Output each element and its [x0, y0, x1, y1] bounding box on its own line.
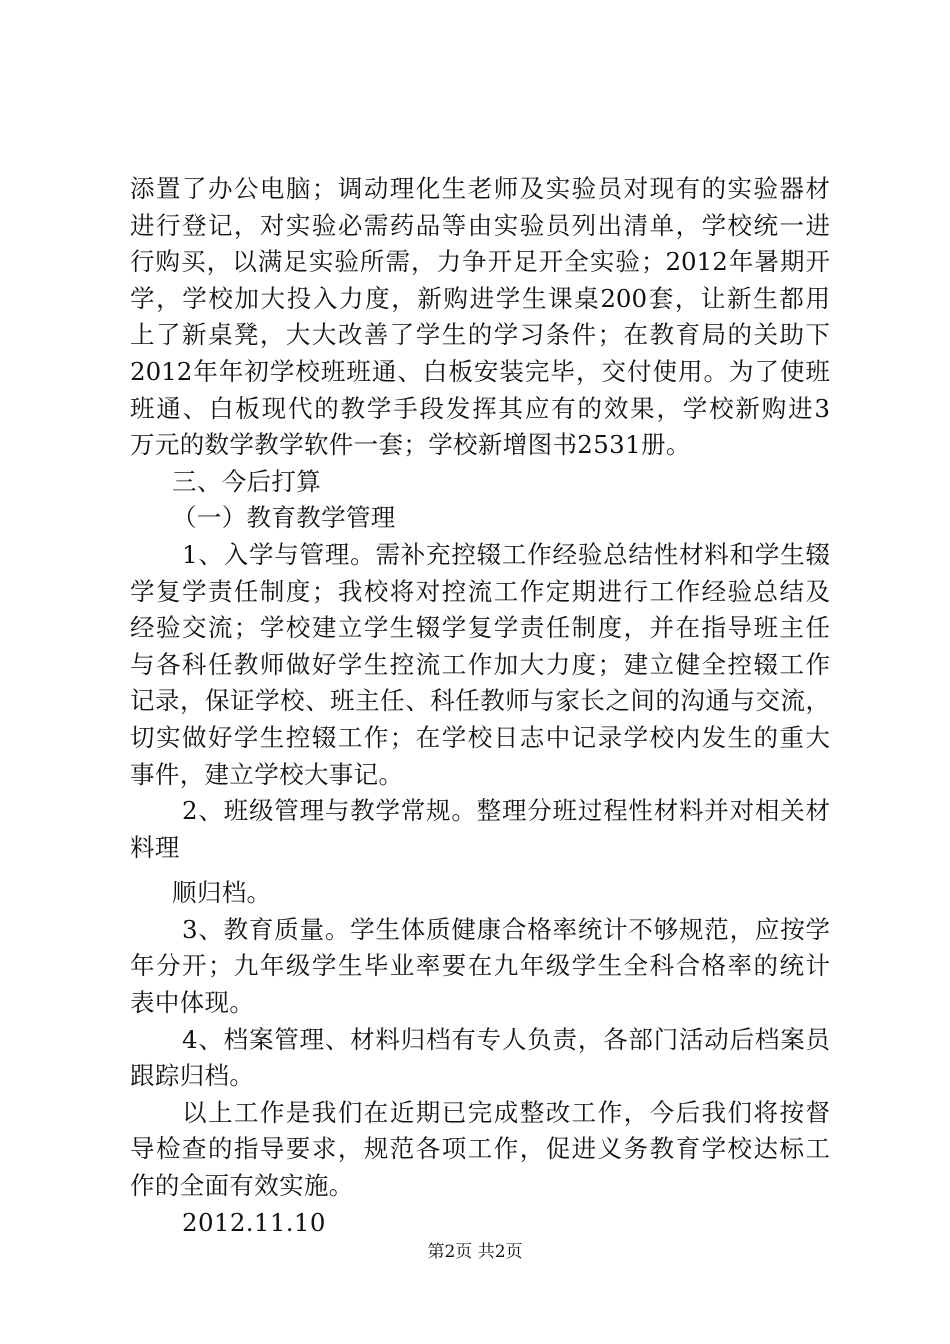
text-line: 料理 [130, 832, 180, 862]
text-line: 学，学校加大投入力度，新购进学生课桌200套，让新生都用 [130, 283, 830, 313]
text-line: 3、教育质量。学生体质健康合格率统计不够规范，应按学 [182, 914, 830, 944]
section-heading: 三、今后打算 [172, 466, 322, 496]
text-line: 导检查的指导要求，规范各项工作，促进义务教育学校达标工 [130, 1134, 830, 1164]
document-body [130, 171, 830, 1241]
text-line: 与各科任教师做好学生控流工作加大力度；建立健全控辍工作 [130, 649, 830, 679]
document-date: 2012.11.10 [182, 1207, 326, 1237]
text-line: 上了新桌凳，大大改善了学生的学习条件；在教育局的关助下 [130, 320, 830, 350]
text-line: 学复学责任制度；我校将对控流工作定期进行工作经验总结及 [130, 576, 830, 606]
text-line: 万元的数学教学软件一套；学校新增图书2531册。 [130, 430, 691, 460]
text-line: 以上工作是我们在近期已完成整改工作，今后我们将按督 [182, 1097, 830, 1127]
text-line: 作的全面有效实施。 [130, 1171, 354, 1201]
text-line: 表中体现。 [130, 988, 255, 1018]
text-line: 年分开；九年级学生毕业率要在九年级学生全科合格率的统计 [130, 951, 830, 981]
text-line: 顺归档。 [172, 878, 272, 908]
text-line: 2012年年初学校班班通、白板安装完毕，交付使用。为了使班 [130, 356, 830, 386]
page-footer: 第2页 共2页 [427, 1242, 523, 1262]
text-line: 行购买，以满足实验所需，力争开足开全实验；2012年暑期开 [130, 247, 830, 277]
text-line: 切实做好学生控辍工作；在学校日志中记录学校内发生的重大 [130, 722, 830, 752]
text-line: 事件，建立学校大事记。 [130, 759, 404, 789]
text-line: 跟踪归档。 [130, 1061, 255, 1091]
text-line: 4、档案管理、材料归档有专人负责，各部门活动后档案员 [182, 1024, 830, 1054]
text-line: 2、班级管理与教学常规。整理分班过程性材料并对相关材 [182, 796, 830, 826]
text-line: 记录，保证学校、班主任、科任教师与家长之间的沟通与交流， [130, 686, 830, 716]
text-line: 添置了办公电脑；调动理化生老师及实验员对现有的实验器材 [130, 174, 830, 203]
text-line: 1、入学与管理。需补充控辍工作经验总结性材料和学生辍 [182, 539, 830, 569]
subsection-heading: （一）教育教学管理 [172, 503, 396, 533]
text-line: 进行登记，对实验必需药品等由实验员列出清单，学校统一进 [130, 210, 830, 240]
text-line: 班通、白板现代的教学手段发挥其应有的效果，学校新购进3 [130, 393, 830, 423]
text-line: 经验交流；学校建立学生辍学复学责任制度，并在指导班主任 [130, 613, 830, 643]
